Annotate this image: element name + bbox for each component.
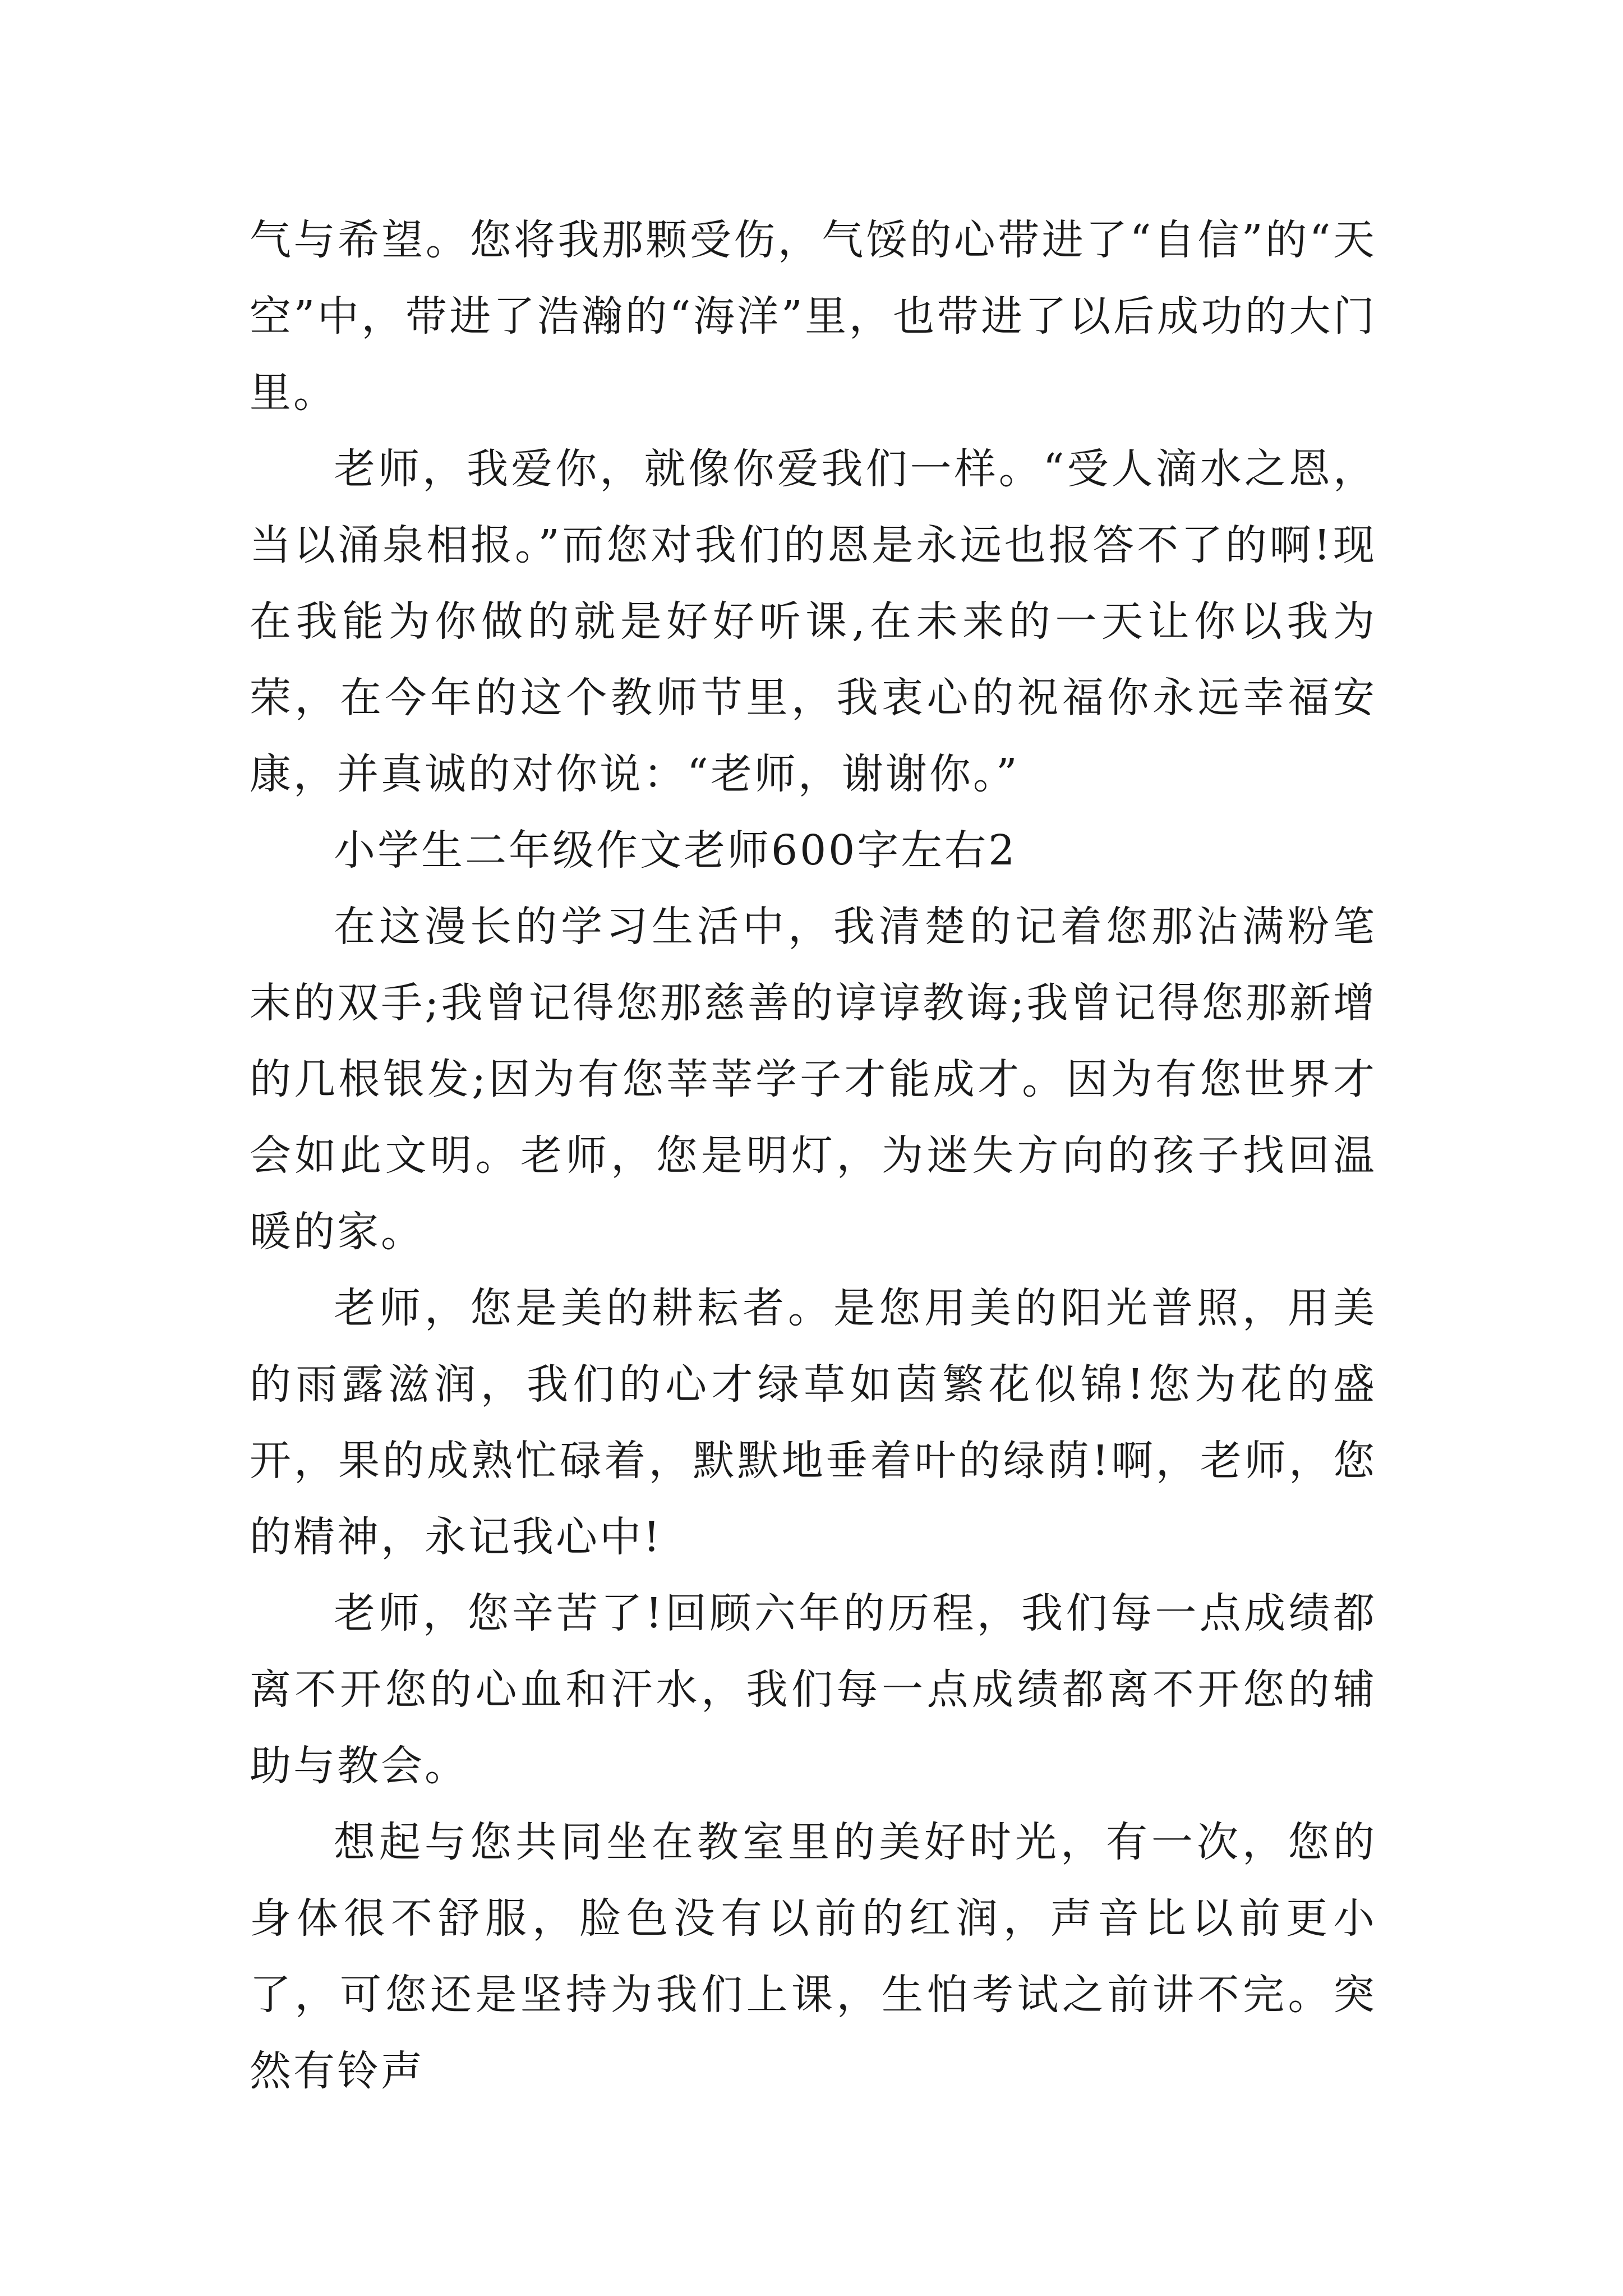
document-body — [250, 202, 1377, 2109]
section-heading: 小学生二年级作文老师600字左右2 — [334, 826, 1017, 875]
paragraph: 在这漫长的学习生活中，我清楚的记着您那沾满粉笔末的双手;我曾记得您那慈善的谆谆教诲;我曾记得您那新增的几根银发;因为有您莘莘学子才能成才。因为有您世界才会如此文明。老师，您是明灯，为迷失方向的孩子找回温暖的家。 — [250, 903, 1377, 1256]
paragraph: 老师，我爱你，就像你爱我们一样。“受人滴水之恩，当以涌泉相报。”而您对我们的恩是永远也报答不了的啊!现在我能为你做的就是好好听课,在未来的一天让你以我为荣，在今年的这个教师节里，我衷心的祝福你永远幸福安康，并真诚的对你说：“老师，谢谢你。” — [250, 445, 1377, 798]
paragraph: 老师，您是美的耕耘者。是您用美的阳光普照，用美的雨露滋润，我们的心才绿草如茵繁花似锦!您为花的盛开，果的成熟忙碌着，默默地垂着叶的绿荫!啊，老师，您的精神，永记我心中! — [250, 1284, 1377, 1561]
paragraph: 老师，您辛苦了!回顾六年的历程，我们每一点成绩都离不开您的心血和汗水，我们每一点成绩都离不开您的辅助与教会。 — [250, 1589, 1377, 1790]
paragraph-continuation: 气与希望。您将我那颗受伤，气馁的心带进了“自信”的“天空”中，带进了浩瀚的“海洋”里，也带进了以后成功的大门里。 — [250, 216, 1377, 417]
paragraph: 想起与您共同坐在教室里的美好时光，有一次，您的身体很不舒服，脸色没有以前的红润，声音比以前更小了，可您还是坚持为我们上课，生怕考试之前讲不完。突然有铃声 — [250, 1818, 1377, 2095]
